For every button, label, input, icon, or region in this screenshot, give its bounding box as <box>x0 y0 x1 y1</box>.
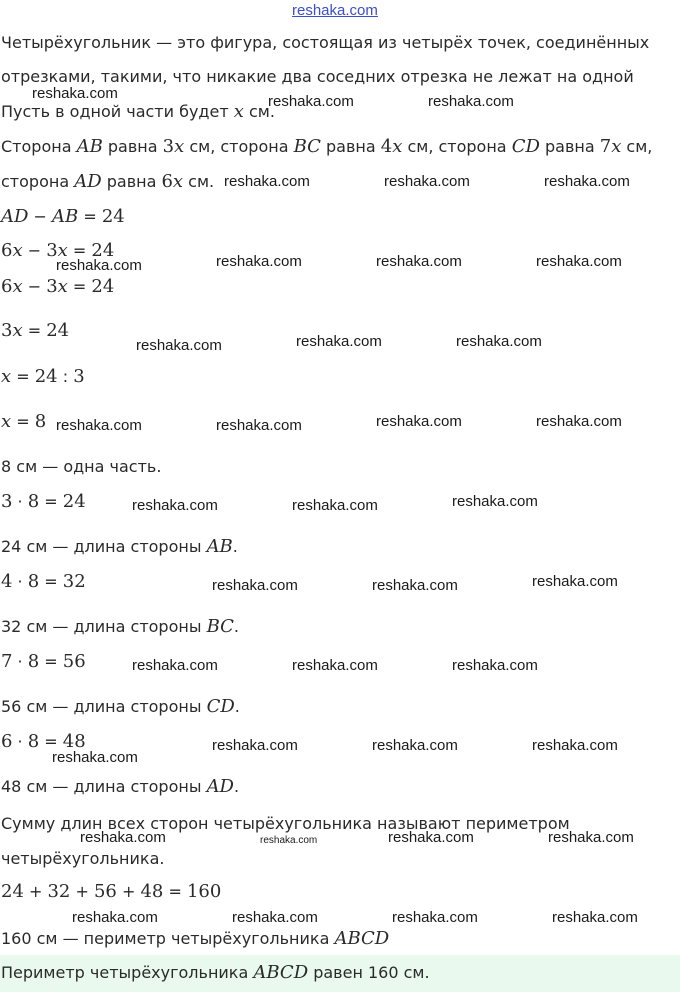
text-line-l19: 6 · 8 = 48 <box>1 731 86 752</box>
text-line-l2: отрезками, такими, что никакие два соседних отрезка не лежат на одной <box>1 67 634 86</box>
text-line-l7: 6x − 3x = 24 <box>1 240 115 261</box>
watermark: reshaka.com <box>32 85 118 102</box>
text-line-l4: Сторона AB равна 3x см, сторона BC равна 4x см, сторона CD равна 7x см, <box>1 136 653 157</box>
watermark: reshaka.com <box>376 413 462 430</box>
watermark: reshaka.com <box>212 577 298 594</box>
watermark: reshaka.com <box>132 657 218 674</box>
watermark: reshaka.com <box>452 493 538 510</box>
watermark: reshaka.com <box>216 253 302 270</box>
text-line-l5: сторона AD равна 6x см. <box>1 171 215 192</box>
watermark: reshaka.com <box>452 657 538 674</box>
text-line-l14: 24 см — длина стороны AB. <box>1 536 238 557</box>
text-line-l12: 8 см — одна часть. <box>1 457 162 476</box>
text-line-l13: 3 · 8 = 24 <box>1 491 86 512</box>
text-line-l15: 4 · 8 = 32 <box>1 571 86 592</box>
watermark: reshaka.com <box>532 573 618 590</box>
watermark: reshaka.com <box>384 173 470 190</box>
text-line-l11: x = 8 <box>1 411 47 432</box>
text-line-l16: 32 см — длина стороны BC. <box>1 616 239 637</box>
watermark: reshaka.com <box>536 253 622 270</box>
watermark: reshaka.com <box>56 417 142 434</box>
watermark: reshaka.com <box>376 253 462 270</box>
watermark: reshaka.com <box>372 737 458 754</box>
watermark: reshaka.com <box>372 577 458 594</box>
watermark: reshaka.com <box>216 417 302 434</box>
text-line-l1: Четырёхугольник — это фигура, состоящая из четырёх точек, соединённых <box>1 33 650 52</box>
watermark: reshaka.com <box>268 93 354 110</box>
watermark: reshaka.com <box>392 909 478 926</box>
watermark: reshaka.com <box>532 737 618 754</box>
text-line-l24: 160 см — периметр четырёхугольника ABCD <box>1 928 390 949</box>
text-line-l21: Сумму длин всех сторон четырёхугольника называют периметром <box>1 814 570 833</box>
watermark: reshaka.com <box>428 93 514 110</box>
watermark: reshaka.com <box>548 829 634 846</box>
answer-box <box>0 955 680 992</box>
answer-text: Периметр четырёхугольника ABCD равен 160 см. <box>1 962 430 983</box>
text-line-l17: 7 · 8 = 56 <box>1 651 86 672</box>
watermark: reshaka.com <box>544 173 630 190</box>
text-line-l9: 3x = 24 <box>1 320 70 341</box>
watermark: reshaka.com <box>456 333 542 350</box>
text-line-l20: 48 см — длина стороны AD. <box>1 776 240 797</box>
watermark: reshaka.com <box>136 337 222 354</box>
watermark-small: reshaka.com <box>260 835 318 846</box>
text-line-l6: AD − AB = 24 <box>1 206 125 227</box>
watermark: reshaka.com <box>72 909 158 926</box>
watermark: reshaka.com <box>536 413 622 430</box>
text-line-l8: 6x − 3x = 24 <box>1 276 115 297</box>
text-line-l10: x = 24 : 3 <box>1 366 85 387</box>
text-line-l22: четырёхугольника. <box>1 849 165 868</box>
watermark: reshaka.com <box>224 173 310 190</box>
text-line-l3: Пусть в одной части будет x см. <box>1 101 275 122</box>
watermark: reshaka.com <box>552 909 638 926</box>
watermark: reshaka.com <box>52 749 138 766</box>
watermark: reshaka.com <box>212 737 298 754</box>
watermark: reshaka.com <box>132 497 218 514</box>
watermark: reshaka.com <box>292 497 378 514</box>
watermark: reshaka.com <box>80 829 166 846</box>
watermark: reshaka.com <box>56 257 142 274</box>
watermark: reshaka.com <box>388 829 474 846</box>
watermark: reshaka.com <box>292 657 378 674</box>
site-header-link[interactable]: reshaka.com <box>292 2 378 19</box>
text-line-l23: 24 + 32 + 56 + 48 = 160 <box>1 881 222 902</box>
text-line-l18: 56 см — длина стороны CD. <box>1 696 240 717</box>
watermark: reshaka.com <box>296 333 382 350</box>
watermark: reshaka.com <box>232 909 318 926</box>
